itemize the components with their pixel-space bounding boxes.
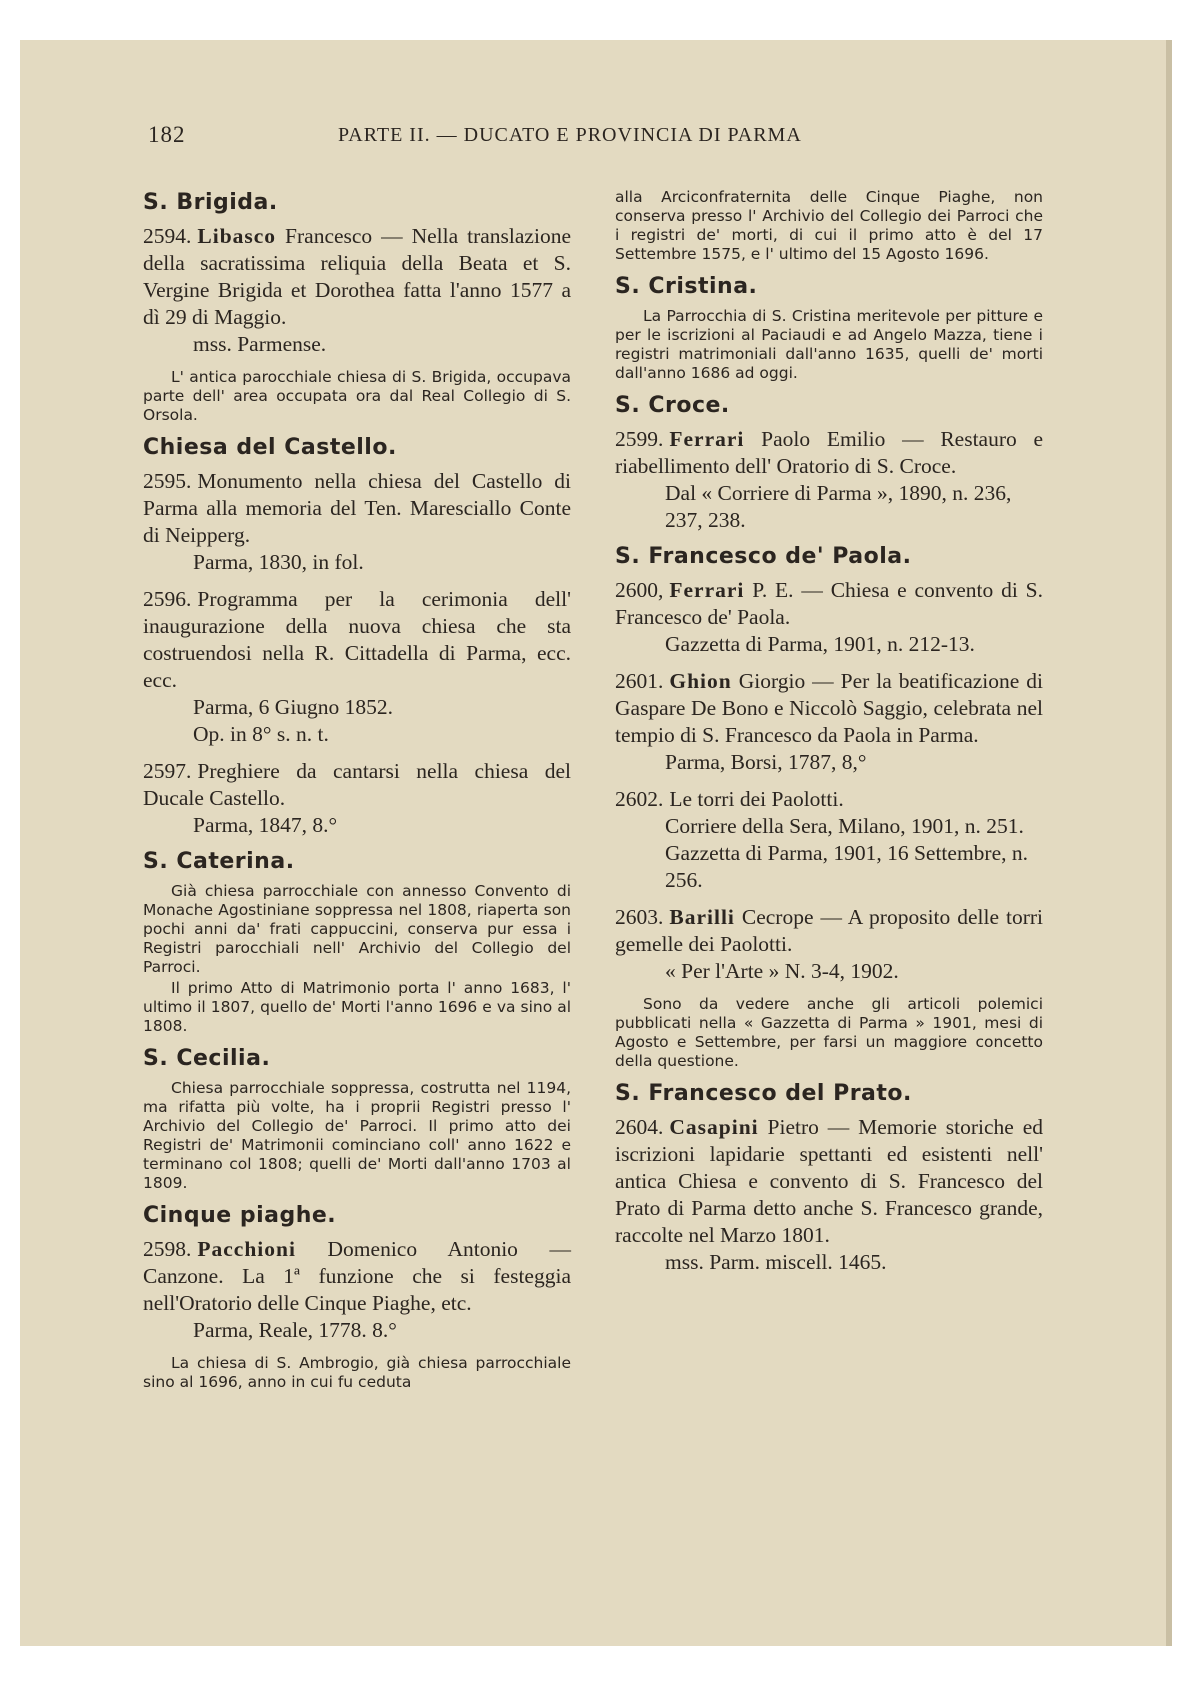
- entry-publication: Dal « Corriere di Parma », 1890, n. 236, 237, 238.: [665, 481, 1012, 532]
- section-heading: Cinque piaghe.: [143, 1203, 337, 1228]
- entry-title: Cecrope — A proposito delle torri gemelle dei Paolotti.: [615, 905, 1043, 956]
- entry-2595: [143, 468, 571, 576]
- entry-title: Giorgio — Per la beatificazione di Gaspare De Bono e Niccolò Saggio, celebrata nel tempio di S. Francesco da Paola in Parma.: [615, 669, 1043, 747]
- entry-2597: [143, 758, 571, 839]
- page-number: 182: [148, 122, 186, 147]
- entry-title: Preghiere da cantarsi nella chiesa del Ducale Castello.: [143, 759, 571, 810]
- entry-author: Ferrari: [669, 578, 745, 602]
- entry-number: 2600,: [615, 578, 664, 602]
- entry-number: 2604.: [615, 1115, 664, 1139]
- note: alla Arciconfraternita delle Cinque Piaghe, non conserva presso l' Archivio del Collegio dei Parroci che i registri de' morti, di cui il primo atto è del 17 Settembre 1575, e l' ultimo del 15 Agosto 1696.: [615, 188, 1043, 263]
- entry-title: Programma per la cerimonia dell' inaugurazione della nuova chiesa che sta costruendosi nella R. Cittadella di Parma, ecc. ecc.: [143, 587, 571, 692]
- note: Già chiesa parrocchiale con annesso Convento di Monache Agostiniane soppressa nel 1808, riaperta son pochi anni da' frati cappuccini, conserva pur essa i Registri parocchiali nell' Archivio del Collegio del Parroci.: [143, 882, 571, 976]
- entry-title: Domenico Antonio — Canzone. La 1ª funzione che si festeggia nell'Oratorio delle Cinque Piaghe, etc.: [143, 1237, 571, 1315]
- entry-title: Monumento nella chiesa del Castello di Parma alla memoria del Ten. Maresciallo Conte di Neipperg.: [143, 469, 571, 547]
- entry-author: Ferrari: [669, 427, 745, 451]
- entry-2601: [615, 668, 1043, 776]
- entry-title: Le torri dei Paolotti.: [669, 787, 844, 811]
- note: Chiesa parrocchiale soppressa, costrutta nel 1194, ma rifatta più volte, ha i proprii Registri presso l' Archivio del Collegio de' Parroci. Il primo atto dei Registri de' Matrimonii cominciano coll' anno 1622 e terminano col 1808; quelli de' Morti dall'anno 1703 al 1809.: [143, 1079, 571, 1192]
- section-heading: S. Brigida.: [143, 190, 278, 215]
- entry-number: 2594.: [143, 224, 192, 248]
- note: L' antica parocchiale chiesa di S. Brigida, occupava parte dell' area occupata ora dal Real Collegio di S. Orsola.: [143, 368, 571, 424]
- entry-2594: [143, 223, 571, 358]
- entry-number: 2599.: [615, 427, 664, 451]
- entry-author: Libasco: [197, 224, 277, 248]
- entry-publication: Gazzetta di Parma, 1901, n. 212-13.: [665, 632, 975, 656]
- section-heading: S. Croce.: [615, 393, 730, 418]
- entry-number: 2595.: [143, 469, 192, 493]
- right-column: [615, 188, 1043, 1286]
- entry-2602: [615, 786, 1043, 894]
- entry-number: 2598.: [143, 1237, 192, 1261]
- entry-author: Pacchioni: [197, 1237, 296, 1261]
- entry-publication: Op. in 8° s. n. t.: [193, 722, 329, 746]
- entry-publication: « Per l'Arte » N. 3-4, 1902.: [665, 959, 899, 983]
- section-heading: S. Caterina.: [143, 849, 295, 874]
- entry-number: 2596.: [143, 587, 192, 611]
- entry-2598: [143, 1236, 571, 1344]
- entry-2599: [615, 426, 1043, 534]
- entry-title: P. E. — Chiesa e convento di S. Francesco de' Paola.: [615, 578, 1043, 629]
- note: Sono da vedere anche gli articoli polemici pubblicati nella « Gazzetta di Parma » 1901, mesi di Agosto e Settembre, per farsi un maggiore concetto della questione.: [615, 995, 1043, 1070]
- note: La Parrocchia di S. Cristina meritevole per pitture e per le iscrizioni al Paciaudi e ad Angelo Mazza, tiene i registri matrimoniali dall'anno 1635, quelli de' morti dall'anno 1686 ad oggi.: [615, 307, 1043, 382]
- entry-title: Francesco — Nella translazione della sacratissima reliquia della Beata et S. Vergine Brigida et Dorothea fatta l'anno 1577 a dì 29 di Maggio.: [143, 224, 571, 329]
- section-heading: Chiesa del Castello.: [143, 435, 397, 460]
- entry-publication: Parma, 1847, 8.°: [193, 813, 338, 837]
- entry-author: Ghion: [669, 669, 732, 693]
- entry-number: 2601.: [615, 669, 664, 693]
- entry-publication: Gazzetta di Parma, 1901, 16 Settembre, n. 256.: [665, 841, 1029, 892]
- entry-publication: mss. Parm. miscell. 1465.: [665, 1250, 887, 1274]
- entry-2604: [615, 1114, 1043, 1276]
- section-heading: S. Francesco del Prato.: [615, 1081, 912, 1106]
- entry-publication: Parma, Reale, 1778. 8.°: [193, 1318, 397, 1342]
- entry-publication: Corriere della Sera, Milano, 1901, n. 251.: [665, 814, 1024, 838]
- entry-publication: mss. Parmense.: [193, 332, 327, 356]
- section-heading: S. Cecilia.: [143, 1046, 271, 1071]
- entry-publication: Parma, 1830, in fol.: [193, 550, 364, 574]
- entry-publication: Parma, Borsi, 1787, 8,°: [665, 750, 867, 774]
- note: Il primo Atto di Matrimonio porta l' anno 1683, l' ultimo il 1807, quello de' Morti l'anno 1696 e va sino al 1808.: [143, 979, 571, 1035]
- running-title: PARTE II. — DUCATO E PROVINCIA DI PARMA: [338, 124, 802, 146]
- entry-number: 2602.: [615, 787, 664, 811]
- entry-author: Barilli: [669, 905, 735, 929]
- section-heading: S. Cristina.: [615, 274, 758, 299]
- entry-number: 2597.: [143, 759, 192, 783]
- entry-publication: Parma, 6 Giugno 1852.: [193, 695, 394, 719]
- entry-title: Pietro — Memorie storiche ed iscrizioni lapidarie spettanti ed esistenti nell' antica Chiesa e convento di S. Francesco del Prato di Parma detto anche S. Francesco grande, raccolte nel Marzo 1801.: [615, 1115, 1043, 1247]
- left-column: [143, 180, 571, 1402]
- entry-author: Casapini: [669, 1115, 759, 1139]
- entry-number: 2603.: [615, 905, 664, 929]
- note: La chiesa di S. Ambrogio, già chiesa parrocchiale sino al 1696, anno in cui fu ceduta: [143, 1354, 571, 1391]
- entry-title: Paolo Emilio — Restauro e riabellimento dell' Oratorio di S. Croce.: [615, 427, 1044, 478]
- section-heading: S. Francesco de' Paola.: [615, 544, 912, 569]
- entry-2600: [615, 577, 1043, 658]
- entry-2596: [143, 586, 571, 748]
- entry-2603: [615, 904, 1043, 985]
